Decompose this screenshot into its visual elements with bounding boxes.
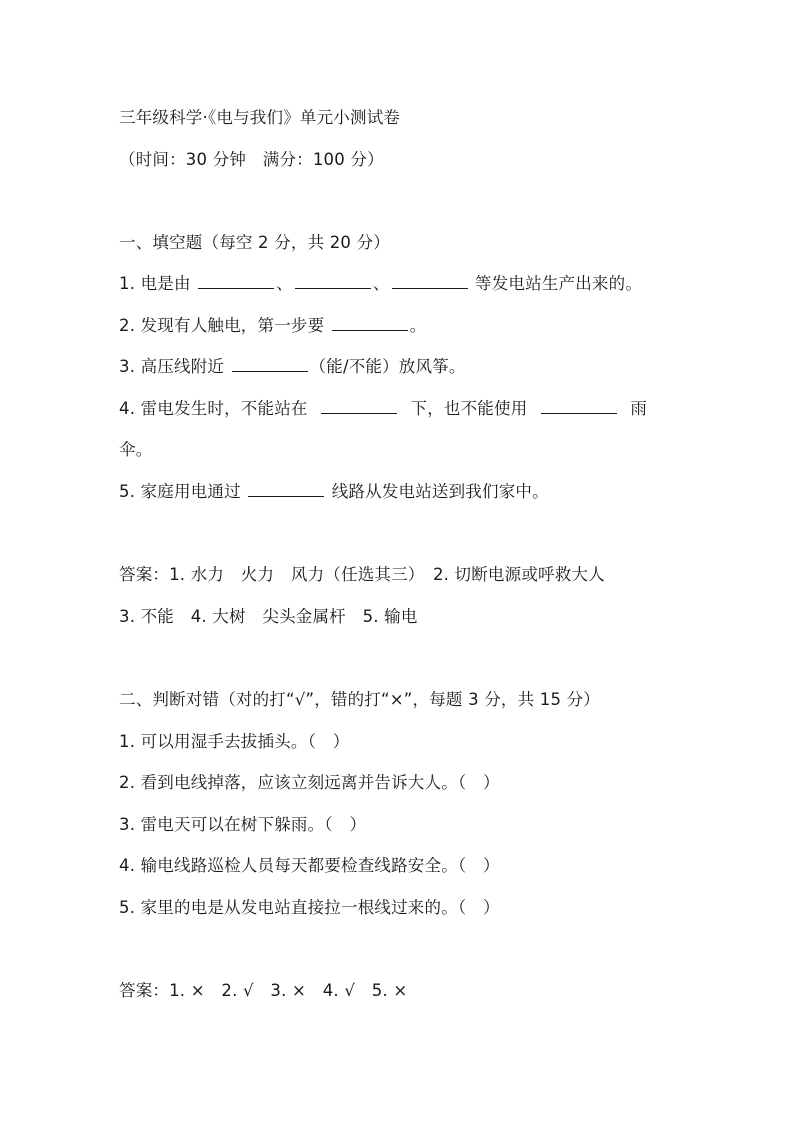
q5-text-a: 5. 家庭用电通过 xyxy=(119,482,241,501)
section1-answer-line-2: 3. 不能 4. 大树 尖头金属杆 5. 输电 xyxy=(119,607,418,626)
q1-text-c: 、 xyxy=(372,274,390,293)
q1-text-d: 等发电站生产出来的。 xyxy=(475,274,643,293)
section1-heading: 一、填空题（每空 2 分，共 20 分） xyxy=(119,233,390,252)
section2-answer: 答案：1. × 2. √ 3. × 4. √ 5. × xyxy=(119,981,408,1000)
answer-blank[interactable] xyxy=(321,399,397,414)
judgement-question-5: 5. 家里的电是从发电站直接拉一根线过来的。（ ） xyxy=(119,898,500,917)
answer-blank[interactable] xyxy=(198,274,274,289)
question-1-2 xyxy=(119,315,426,337)
q3-text-b: （能/不能）放风筝。 xyxy=(309,357,466,376)
q2-text-b: 。 xyxy=(409,316,427,335)
q1-text-a: 1. 电是由 xyxy=(119,274,191,293)
judgement-question-1: 1. 可以用湿手去拔插头。（ ） xyxy=(119,732,350,751)
q2-text-a: 2. 发现有人触电，第一步要 xyxy=(119,316,325,335)
exam-info: （时间：30 分钟 满分：100 分） xyxy=(119,150,384,169)
judgement-question-2: 2. 看到电线掉落，应该立刻远离并告诉大人。（ ） xyxy=(119,773,500,792)
q4-text-a: 4. 雷电发生时，不能站在 xyxy=(119,399,308,418)
section2-heading: 二、判断对错（对的打“√”，错的打“×”，每题 3 分，共 15 分） xyxy=(119,690,601,709)
q4-text-c: 雨 xyxy=(630,399,648,418)
question-1-5 xyxy=(119,481,549,503)
answer-blank[interactable] xyxy=(248,482,324,497)
answer-blank[interactable] xyxy=(332,316,408,331)
q3-text-a: 3. 高压线附近 xyxy=(119,357,225,376)
answer-blank[interactable] xyxy=(295,274,371,289)
judgement-question-4: 4. 输电线路巡检人员每天都要检查线路安全。（ ） xyxy=(119,856,500,875)
q5-text-b: 线路从发电站送到我们家中。 xyxy=(331,482,549,501)
judgement-question-3: 3. 雷电天可以在树下躲雨。（ ） xyxy=(119,815,367,834)
question-1-3 xyxy=(119,356,466,378)
page-title: 三年级科学·《电与我们》单元小测试卷 xyxy=(119,108,401,127)
question-1-4-continued: 伞。 xyxy=(119,440,153,459)
answer-blank[interactable] xyxy=(541,399,617,414)
question-1-4 xyxy=(119,398,647,420)
q4-text-b: 下，也不能使用 xyxy=(410,399,528,418)
answer-blank[interactable] xyxy=(392,274,468,289)
section1-answer-line-1: 答案：1. 水力 火力 风力（任选其三） 2. 切断电源或呼救大人 xyxy=(119,565,605,584)
question-1-1 xyxy=(119,273,642,295)
q1-text-b: 、 xyxy=(276,274,293,293)
answer-blank[interactable] xyxy=(232,357,308,372)
